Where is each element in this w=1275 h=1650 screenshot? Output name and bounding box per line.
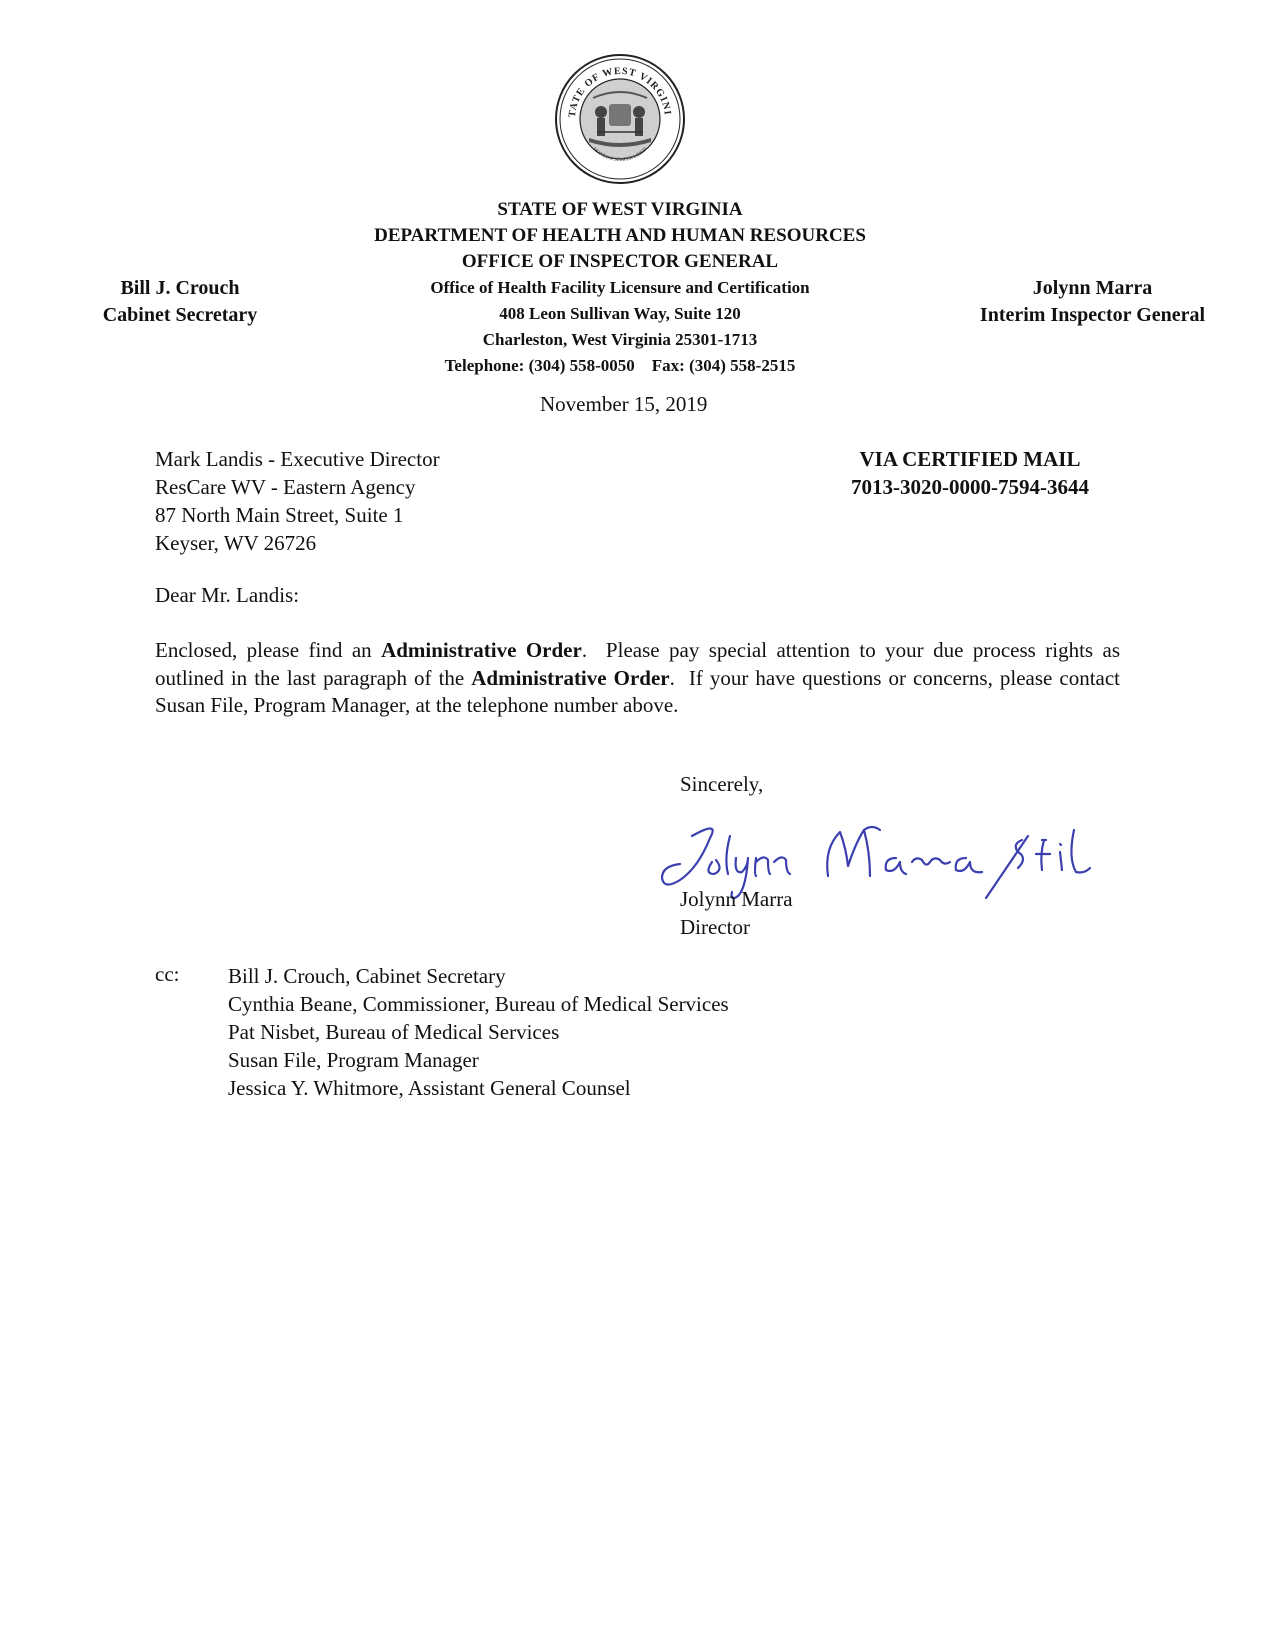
- letterhead-line-state: STATE OF WEST VIRGINIA: [497, 199, 743, 220]
- secretary-title: Cabinet Secretary: [102, 304, 258, 326]
- recipient-line: 87 North Main Street, Suite 1: [155, 503, 404, 527]
- signer-block: [680, 885, 793, 941]
- recipient-line: Keyser, WV 26726: [155, 531, 317, 555]
- recipient-line: ResCare WV - Eastern Agency: [155, 475, 416, 499]
- cc-recipient: Pat Nisbet, Bureau of Medical Services: [228, 1020, 560, 1044]
- letterhead-center: [300, 197, 940, 379]
- cc-recipient: Cynthia Beane, Commissioner, Bureau of Medical Services: [228, 992, 729, 1016]
- signer-name: Jolynn Marra: [680, 887, 793, 911]
- cc-list: [228, 962, 729, 1102]
- inspector-title: Interim Inspector General: [979, 304, 1206, 326]
- letterhead-left: [80, 275, 280, 329]
- body-text: Enclosed, please find an: [155, 638, 382, 662]
- seal-motto: MONTANI SEMPER LIBERI: [591, 146, 649, 164]
- cc-recipient: Susan File, Program Manager: [228, 1048, 479, 1072]
- delivery-method: VIA CERTIFIED MAIL: [859, 447, 1081, 471]
- signer-title: Director: [680, 915, 750, 939]
- body-bold-text: Administrative Order: [471, 665, 670, 690]
- letterhead-line-division: Office of Health Facility Licensure and Certification: [430, 278, 810, 297]
- letterhead-line-department: DEPARTMENT OF HEALTH AND HUMAN RESOURCES: [374, 225, 866, 246]
- letterhead-line-address: 408 Leon Sullivan Way, Suite 120: [499, 304, 741, 323]
- letterhead-line-office: OFFICE OF INSPECTOR GENERAL: [461, 251, 779, 272]
- secretary-name: Bill J. Crouch: [120, 277, 240, 299]
- cc-recipient: Jessica Y. Whitmore, Assistant General Counsel: [228, 1076, 631, 1100]
- delivery-block: [830, 445, 1110, 501]
- tracking-number: 7013-3020-0000-7594-3644: [851, 475, 1089, 499]
- seal-icon: [553, 52, 687, 186]
- cc-recipient: Bill J. Crouch, Cabinet Secretary: [228, 964, 506, 988]
- body-bold-text: Administrative Order: [381, 638, 582, 662]
- letterhead-line-city: Charleston, West Virginia 25301-1713: [482, 330, 758, 349]
- cc-label: cc:: [155, 962, 180, 986]
- recipient-line: Mark Landis - Executive Director: [155, 447, 440, 471]
- body-paragraph: [155, 637, 1126, 720]
- body-text: . Please pay special attention to your due process rights as outlined in the last paragraph of the: [155, 638, 1126, 690]
- letter-date: November 15, 2019: [540, 392, 708, 416]
- recipient-address: [155, 445, 440, 557]
- letterhead-right: [960, 275, 1225, 329]
- salutation: Dear Mr. Landis:: [155, 583, 300, 607]
- state-seal: [553, 52, 687, 186]
- closing: Sincerely,: [680, 772, 764, 796]
- letterhead-line-phone: Telephone: (304) 558-0050 Fax: (304) 558-2515: [444, 356, 796, 375]
- seal-ring-text: TATE OF WEST VIRGINI: [566, 65, 673, 118]
- inspector-name: Jolynn Marra: [1032, 277, 1153, 299]
- body-text: . If your have questions or concerns, please contact Susan File, Program Manager, at the telephone number above.: [155, 665, 1126, 717]
